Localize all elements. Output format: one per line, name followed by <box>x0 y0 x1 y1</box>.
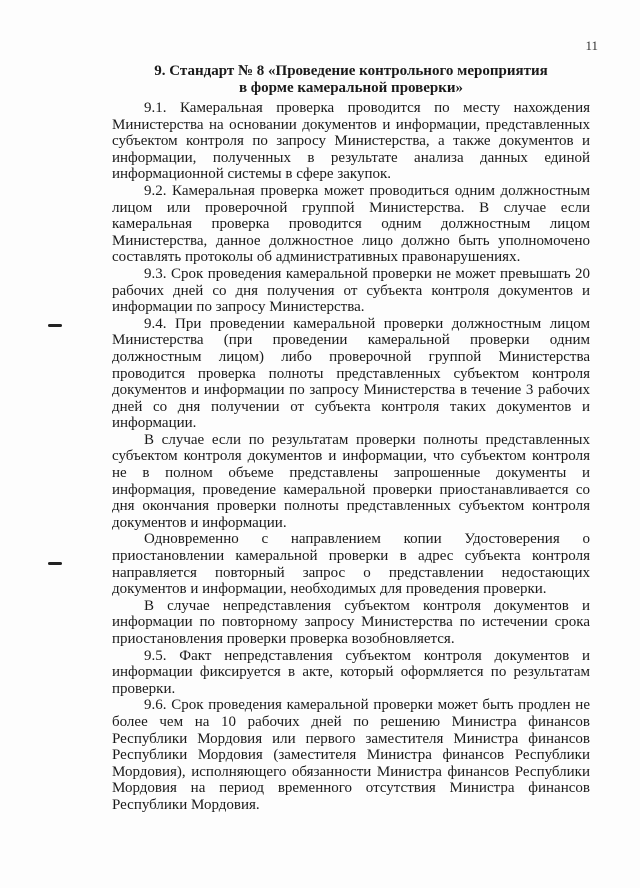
binder-hole-mark <box>48 324 62 327</box>
page-number: 11 <box>585 38 598 53</box>
paragraph-9-6: 9.6. Срок проведения камеральной проверки может быть продлен не более чем на 10 рабочих дней по решению Министра финансов Республики Мордовия или первого заместителя Министра финансов Республики Мордовия (заместителя Министра финансов Республики Мордовия), исполняющего обязанности Министра финансов Республики Мордовия на период временного отсутствия Министра финансов Республики Мордовия. <box>112 697 590 813</box>
document-body <box>112 100 590 814</box>
paragraph-9-4: 9.4. При проведении камеральной проверки должностным лицом Министерства (при проведении камеральной проверки одним должностным лицом) либо проверочной группой Министерства проводится проверка полноты представленных субъектом контроля документов и информации по запросу Министерства в течение 3 рабочих дней со дня получении от субъекта контроля таких документов и информации. <box>112 315 590 432</box>
section-heading-line-1: 9. Стандарт № 8 «Проведение контрольного мероприятия <box>154 63 548 79</box>
section-heading <box>112 63 590 97</box>
paragraph-9-4-incomplete: В случае если по результатам проверки полноты представленных субъектом контроля документов и информации, что субъектом контроля не в полном объеме представлены запрошенные документы и информация, проведение камеральной проверки приостанавливается со дня окончания проверки полноты представленных субъектом контроля документов и информации. <box>112 431 590 531</box>
paragraph-9-5: 9.5. Факт непредставления субъектом контроля документов и информации фиксируется в акте, который оформляется по результатам проверки. <box>112 647 590 697</box>
paragraph-9-4-repeat-request: Одновременно с направлением копии Удостоверения о приостановлении камеральной проверки в адрес субъекта контроля направляется повторный запрос о представлении недостающих документов и информации, необходимых для проведения проверки. <box>112 531 590 598</box>
section-heading-line-2: в форме камеральной проверки» <box>238 80 464 96</box>
paragraph-9-1: 9.1. Камеральная проверка проводится по месту нахождения Министерства на основании документов и информации, представленных субъектом контроля по запросу Министерства, а также документов и информации, полученных в результате анализа данных единой информационной системы в сфере закупок. <box>112 100 590 183</box>
paragraph-9-3: 9.3. Срок проведения камеральной проверки не может превышать 20 рабочих дней со дня получения от субъекта контроля документов и информации по запросу Министерства. <box>112 265 590 316</box>
binder-hole-mark <box>48 562 62 565</box>
paragraph-9-2: 9.2. Камеральная проверка может проводиться одним должностным лицом или проверочной группой Министерства. В случае если камеральная проверка проводится одним должностным лицом Министерства, данное должностное лицо должно быть уполномочено составлять протоколы об административных правонарушениях. <box>112 182 590 266</box>
paragraph-9-4-resume: В случае непредставления субъектом контроля документов и информации по повторному запросу Министерства по истечении срока приостановления проверки проверка возобновляется. <box>112 597 590 647</box>
